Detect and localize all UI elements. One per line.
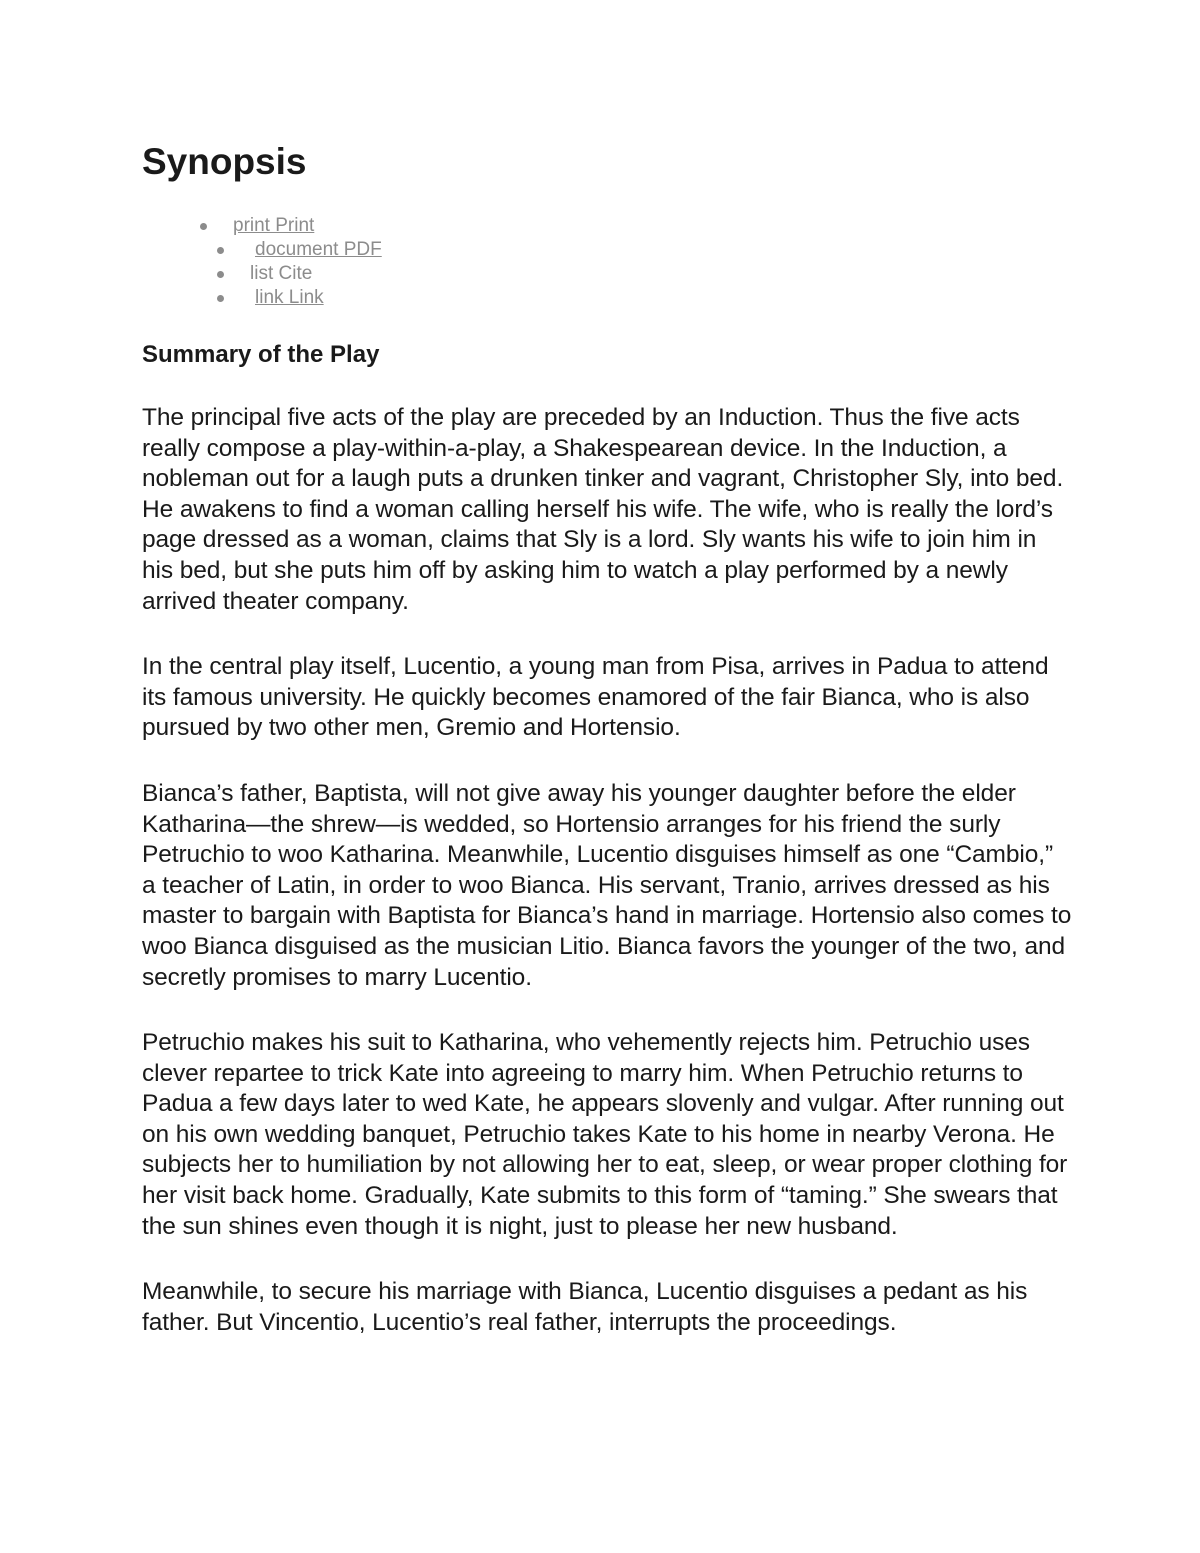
- body-text: [142, 403, 1072, 1373]
- pdf-link[interactable]: document PDF: [255, 239, 382, 260]
- bullet-icon: [217, 271, 224, 278]
- bullet-icon: [200, 223, 207, 230]
- bullet-icon: [217, 295, 224, 302]
- bullet-icon: [217, 247, 224, 254]
- paragraph: In the central play itself, Lucentio, a young man from Pisa, arrives in Padua to attend its famous university. He quickly becomes enamored of the fair Bianca, who is also pursued by two other men, Gremio and Hortensio.: [142, 653, 1049, 742]
- page-title: Synopsis: [142, 141, 307, 182]
- print-link[interactable]: print Print: [233, 215, 315, 236]
- paragraph: Bianca’s father, Baptista, will not give away his younger daughter before the elder Katharina—the shrew—is wedded, so Hortensio arranges for his friend the surly Petruchio to woo Katharina. Meanwhile, Lucentio disguises himself as one “Cambio,” a teacher of Latin, in order to woo Bianca. His servant, Tranio, arrives dressed as his master to bargain with Baptista for Bianca’s hand in marriage. Hortensio also comes to woo Bianca disguised as the musician Litio. Bianca favors the younger of the two, and secretly promises to marry Lucentio.: [142, 779, 1072, 991]
- paragraph: Petruchio makes his suit to Katharina, who vehemently rejects him. Petruchio uses clever repartee to trick Kate into agreeing to marry him. When Petruchio returns to Padua a few days later to wed Kate, he appears slovenly and vulgar. After running out on his own wedding banquet, Petruchio takes Kate to his home in nearby Verona. He subjects her to humiliation by not allowing her to eat, sleep, or wear proper clothing for her visit back home. Gradually, Kate submits to this form of “taming.” She swears that the sun shines even though it is night, just to please her new husband.: [142, 1029, 1068, 1240]
- link-link[interactable]: link Link: [255, 287, 324, 308]
- section-heading: Summary of the Play: [142, 341, 380, 368]
- paragraph: Meanwhile, to secure his marriage with Bianca, Lucentio disguises a pedant as his father. But Vincentio, Lucentio’s real father, interrupts the proceedings.: [142, 1278, 1028, 1336]
- cite-label[interactable]: list Cite: [250, 263, 313, 284]
- paragraph: The principal five acts of the play are preceded by an Induction. Thus the five acts really compose a play-within-a-play, a Shakespearean device. In the Induction, a nobleman out for a laugh puts a drunken tinker and vagrant, Christopher Sly, into bed. He awakens to find a woman calling herself his wife. The wife, who is really the lord’s page dressed as a woman, claims that Sly is a lord. Sly wants his wife to join him in his bed, but she puts him off by asking him to watch a play performed by a newly arrived theater company.: [142, 404, 1064, 615]
